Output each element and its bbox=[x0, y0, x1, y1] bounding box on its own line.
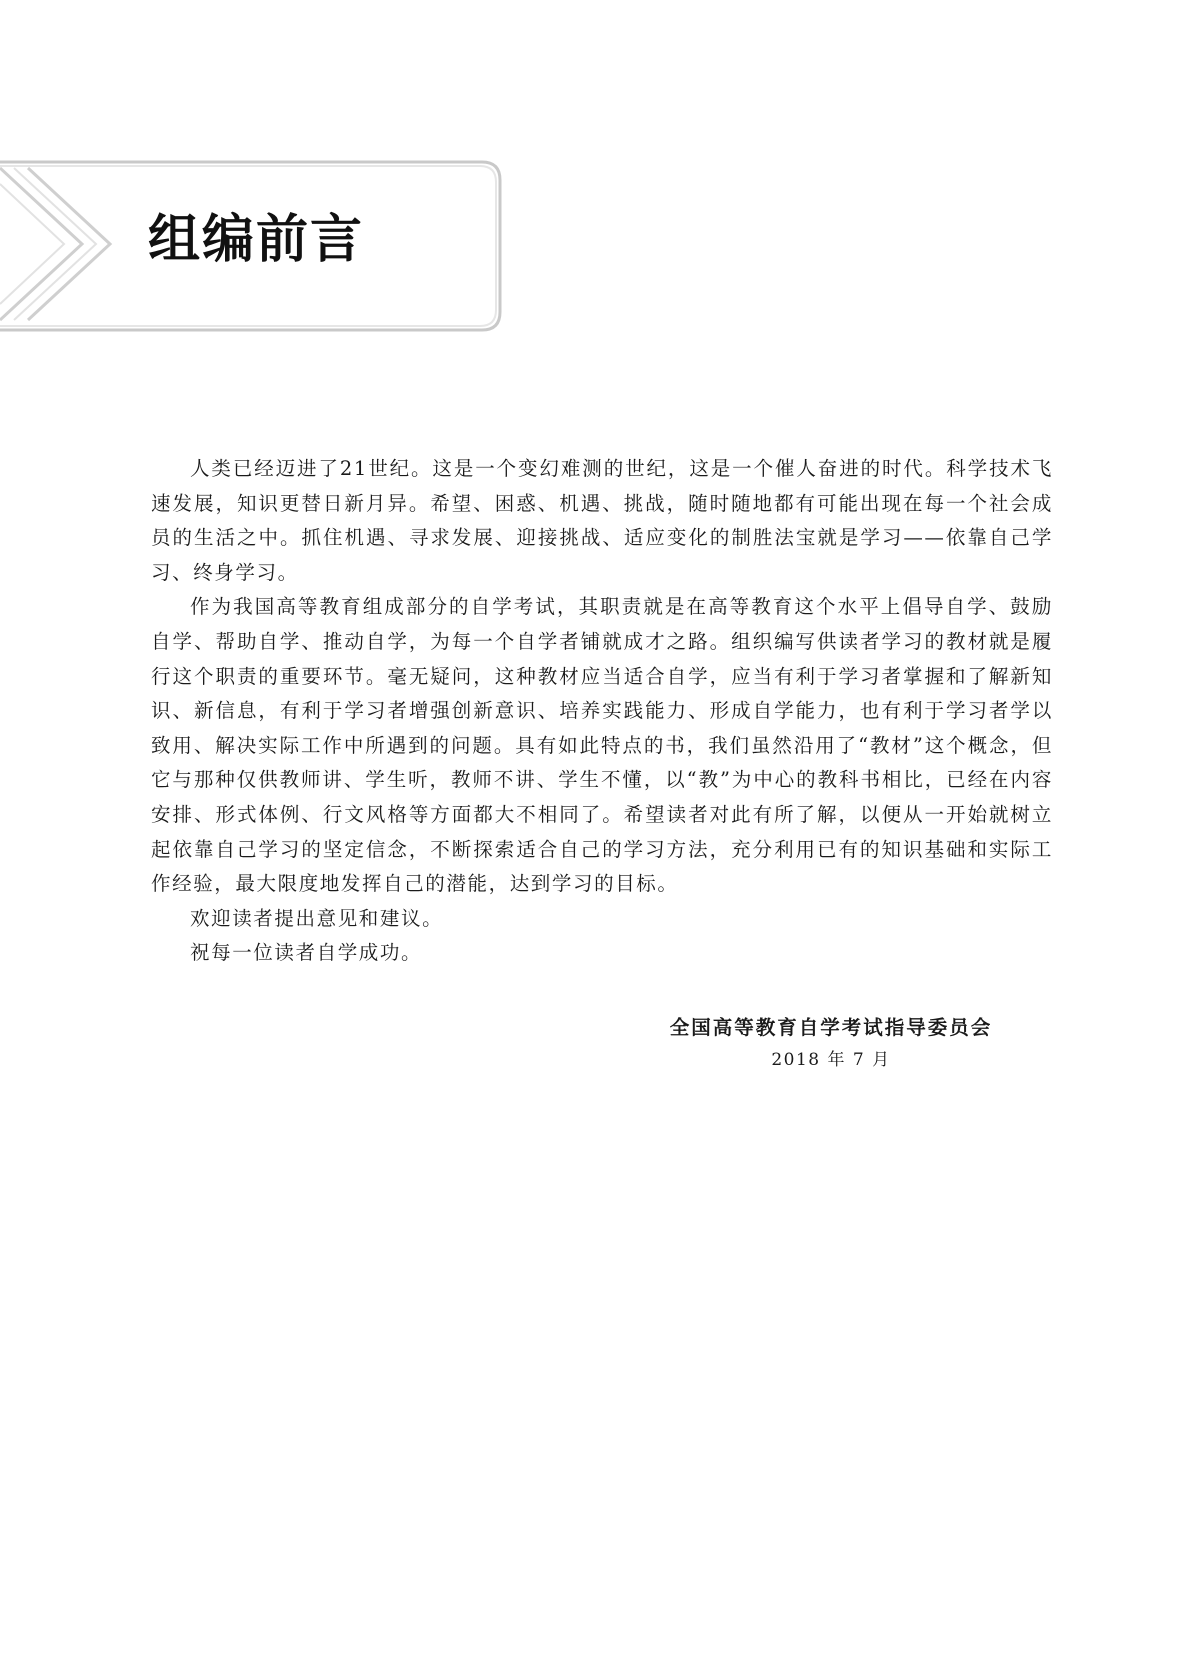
paragraph-2: 作为我国高等教育组成部分的自学考试，其职责就是在高等教育这个水平上倡导自学、鼓励自学、帮助自学、推动自学，为每一个自学者铺就成才之路。组织编写供读者学习的教材就是履行这个职责的重要环节。毫无疑问，这种教材应当适合自学，应当有利于学习者掌握和了解新知识、新信息，有利于学习者增强创新意识、培养实践能力、形成自学能力，也有利于学习者学以致用、解决实际工作中所遇到的问题。具有如此特点的书，我们虽然沿用了“教材”这个概念，但它与那种仅供教师讲、学生听，教师不讲、学生不懂，以“教”为中心的教科书相比，已经在内容安排、形式体例、行文风格等方面都大不相同了。希望读者对此有所了解，以便从一开始就树立起依靠自己学习的坚定信念，不断探索适合自己的学习方法，充分利用已有的知识基础和实际工作经验，最大限度地发挥自己的潜能，达到学习的目标。 bbox=[151, 595, 1053, 896]
chevron-icon bbox=[0, 168, 110, 320]
title-banner-decoration bbox=[0, 0, 520, 340]
preface-body bbox=[151, 452, 1053, 971]
signature-date: 2018 年 7 月 bbox=[771, 1050, 891, 1070]
signature-organization: 全国高等教育自学考试指导委员会 bbox=[669, 1016, 993, 1039]
page-title: 组编前言 bbox=[148, 210, 365, 270]
paragraph-4: 祝每一位读者自学成功。 bbox=[190, 941, 423, 965]
paragraph-3: 欢迎读者提出意见和建议。 bbox=[190, 906, 444, 930]
signature-block bbox=[600, 1012, 1054, 1076]
paragraph-1: 人类已经迈进了21世纪。这是一个变幻难测的世纪，这是一个催人奋进的时代。科学技术飞速发展，知识更替日新月异。希望、困惑、机遇、挑战，随时随地都有可能出现在每一个社会成员的生活之中。抓住机遇、寻求发展、迎接挑战、适应变化的制胜法宝就是学习——依靠自己学习、终身学习。 bbox=[151, 457, 1053, 584]
